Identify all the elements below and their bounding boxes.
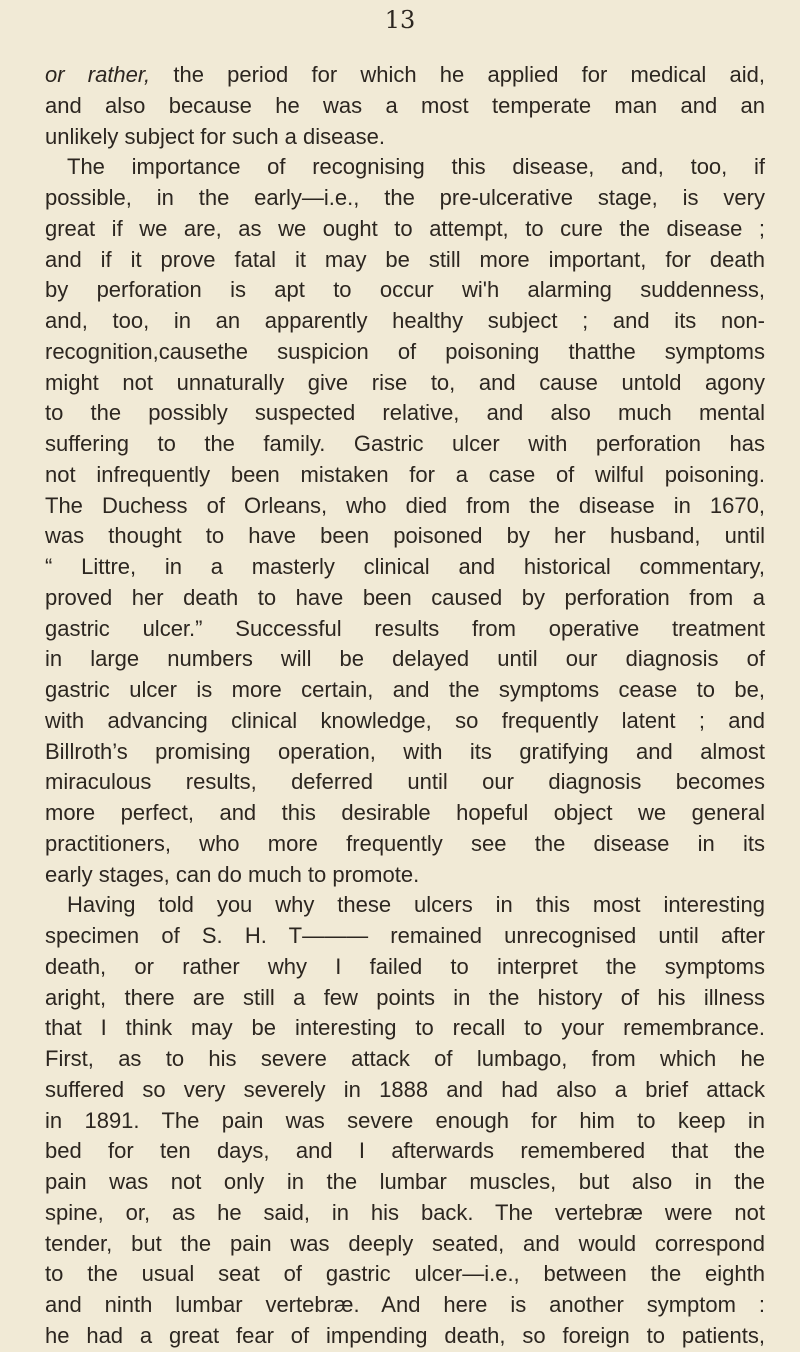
line-text: Billroth’s promising operation, with its gratifying and almost [45,738,765,764]
line-text: aright, there are still a few points in the history of his illness [45,984,765,1010]
line-text: specimen of S. H. T——— remained unrecognised until after [45,923,765,948]
text-line [45,429,765,460]
text-line [45,1229,765,1260]
text-line [45,1198,765,1229]
line-text: to the usual seat of gastric ulcer—i.e., between the eighth [45,1261,765,1287]
italic-phrase: or rather, [45,62,151,87]
line-text: the period for which he applied for medical aid, [173,62,765,87]
text-line [45,1106,765,1137]
text-line [45,798,765,829]
page-number: 13 [384,6,416,34]
line-text: recognition,causethe suspicion of poisoning thatthe symptoms [45,338,765,364]
text-line [45,952,765,983]
text-line [45,890,765,921]
line-text: and if it prove fatal it may be still more important, for death [45,246,765,272]
line-text: Having told you why these ulcers in this most interesting [67,892,765,918]
text-line [45,521,765,552]
line-text: pain was not only in the lumbar muscles, but also in the [45,1169,765,1194]
line-text: possible, in the early—i.e., the pre-ulcerative stage, is very [45,185,765,210]
text-line [45,460,765,491]
text-line [45,275,765,306]
text-line [45,60,765,91]
text-line [45,152,765,183]
line-text: death, or rather why I failed to interpret the symptoms [45,953,765,979]
line-text: and ninth lumbar vertebræ. And here is another symptom : [45,1292,765,1317]
line-text: miraculous results, deferred until our diagnosis becomes [45,769,765,795]
line-text: with advancing clinical knowledge, so frequently latent ; and [45,707,765,733]
line-text: was thought to have been poisoned by her husband, until [45,523,765,549]
line-text: he had a great fear of impending death, so foreign to patients, [45,1322,765,1348]
text-line [45,1044,765,1075]
line-text: by perforation is apt to occur wi'h alarming suddenness, [45,277,765,303]
text-line [45,737,765,768]
line-text: suffering to the family. Gastric ulcer with perforation has [45,431,765,456]
text-line [45,337,765,368]
text-line [45,398,765,429]
text-line [45,552,765,583]
text-line [45,91,765,122]
text-line [45,1013,765,1044]
text-line [45,122,765,153]
body-text [45,60,765,1352]
text-line [45,1136,765,1167]
line-text: First, as to his severe attack of lumbago, from which he [45,1046,765,1071]
text-line [45,860,765,891]
line-text: bed for ten days, and I afterwards remembered that the [45,1138,765,1164]
line-text: more perfect, and this desirable hopeful object we general [45,800,765,825]
line-text: suffered so very severely in 1888 and had also a brief attack [45,1076,765,1102]
line-text: might not unnaturally give rise to, and cause untold agony [45,369,765,395]
line-text: to the possibly suspected relative, and also much mental [45,400,765,426]
line-text: spine, or, as he said, in his back. The vertebræ were not [45,1199,765,1225]
text-line [45,921,765,952]
text-line [45,183,765,214]
line-text: proved her death to have been caused by perforation from a [45,584,765,610]
text-line [45,706,765,737]
line-text: gastric ulcer.” Successful results from operative treatment [45,615,765,641]
line-text: great if we are, as we ought to attempt, to cure the disease ; [45,215,765,241]
line-text: in large numbers will be delayed until our diagnosis of [45,646,765,672]
text-line [45,767,765,798]
line-text: The importance of recognising this disease, and, too, if [67,154,765,180]
text-line [45,491,765,522]
line-text: early stages, can do much to promote. [45,861,420,887]
text-line [45,583,765,614]
line-text: “ Littre, in a masterly clinical and historical commentary, [45,554,765,579]
line-text: that I think may be interesting to recall to your remembrance. [45,1015,765,1041]
text-line [45,245,765,276]
line-text: and, too, in an apparently healthy subject ; and its non- [45,308,765,333]
line-text: practitioners, who more frequently see the disease in its [45,830,765,856]
text-line [45,829,765,860]
text-line [45,1321,765,1352]
text-line [45,644,765,675]
text-line [45,675,765,706]
line-text: not infrequently been mistaken for a case of wilful poisoning. [45,461,765,487]
line-text: The Duchess of Orleans, who died from the disease in 1670, [45,492,765,518]
text-line [45,1075,765,1106]
line-text: in 1891. The pain was severe enough for him to keep in [45,1107,765,1133]
text-line [45,614,765,645]
text-line [45,983,765,1014]
text-line [45,368,765,399]
line-text: and also because he was a most temperate man and an [45,92,765,118]
line-text: tender, but the pain was deeply seated, and would correspond [45,1230,765,1256]
line-text: gastric ulcer is more certain, and the symptoms cease to be, [45,677,765,702]
text-line [45,306,765,337]
text-line [45,1290,765,1321]
line-text: unlikely subject for such a disease. [45,123,385,149]
text-line [45,214,765,245]
text-line [45,1259,765,1290]
text-line [45,1167,765,1198]
